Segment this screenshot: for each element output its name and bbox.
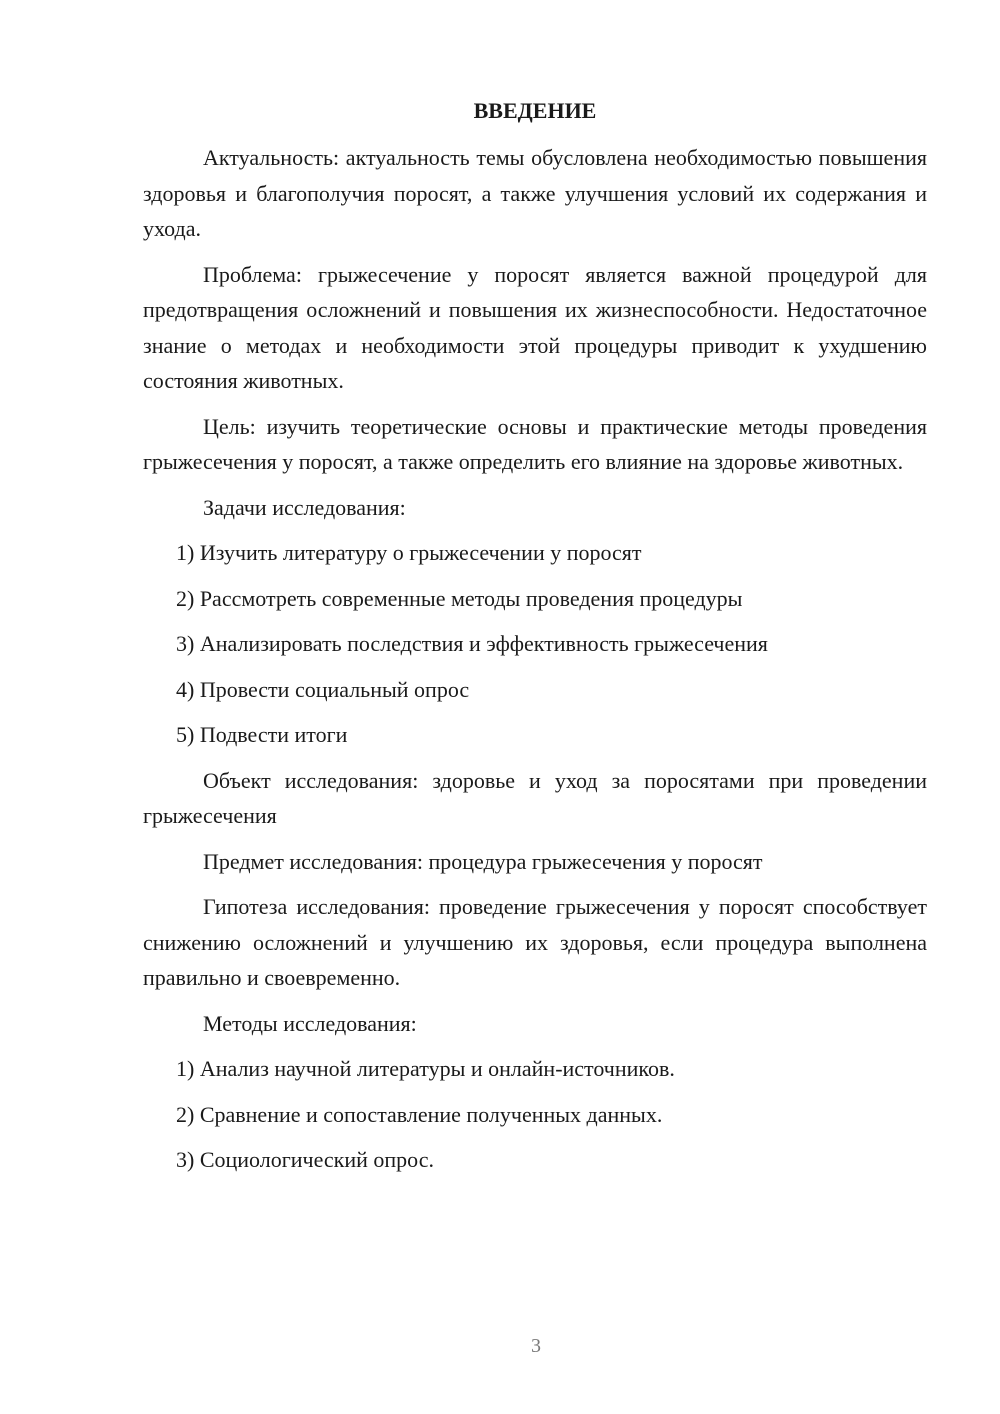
list-item: 3) Социологический опрос. — [176, 1147, 434, 1172]
page-content — [143, 94, 927, 1188]
object-paragraph: Объект исследования: здоровье и уход за поросятами при проведении грыжесечения — [143, 767, 927, 828]
list-item: 5) Подвести итоги — [176, 722, 348, 747]
list-item: 1) Изучить литературу о грыжесечении у поросят — [176, 540, 642, 565]
tasks-heading: Задачи исследования: — [203, 494, 406, 520]
relevance-paragraph: Актуальность: актуальность темы обусловлена необходимостью повышения здоровья и благополучия поросят, а также улучшения условий их содержания и ухода. — [143, 145, 927, 241]
goal-paragraph: Цель: изучить теоретические основы и практические методы проведения грыжесечения у поросят, а также определить его влияние на здоровье животных. — [143, 413, 927, 474]
methods-heading: Методы исследования: — [203, 1010, 417, 1036]
methods-list — [143, 1051, 927, 1178]
list-item: 2) Сравнение и сопоставление полученных данных. — [176, 1101, 663, 1127]
subject-paragraph: Предмет исследования: процедура грыжесечения у поросят — [203, 848, 763, 874]
list-item: 4) Провести социальный опрос — [176, 676, 470, 702]
list-item: 1) Анализ научной литературы и онлайн-источников. — [176, 1056, 675, 1081]
problem-paragraph: Проблема: грыжесечение у поросят является важной процедурой для предотвращения осложнений и повышения их жизнеспособности. Недостаточное знание о методах и необходимости этой процедуры приводит к ухудшению состояния животных. — [143, 261, 927, 393]
page-number: 3 — [531, 1335, 541, 1357]
list-item: 2) Рассмотреть современные методы проведения процедуры — [176, 585, 743, 611]
list-item: 3) Анализировать последствия и эффективность грыжесечения — [176, 631, 768, 656]
tasks-list — [143, 535, 927, 753]
section-title: ВВЕДЕНИЕ — [473, 98, 597, 123]
hypothesis-paragraph: Гипотеза исследования: проведение грыжесечения у поросят способствует снижению осложнений и улучшению их здоровья, если процедура выполнена правильно и своевременно. — [143, 894, 927, 990]
